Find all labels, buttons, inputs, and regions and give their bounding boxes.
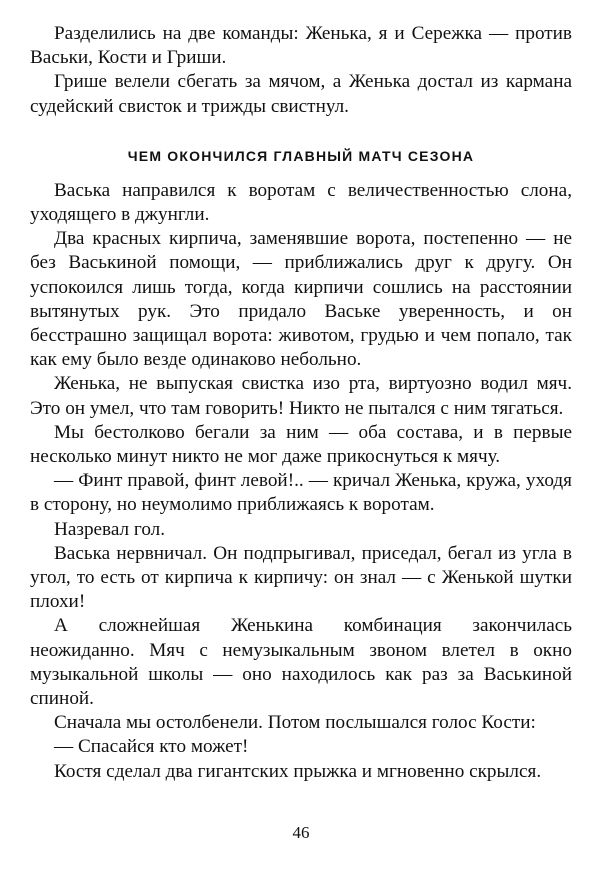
paragraph: Васька нервничал. Он подпрыгивал, приседал, бегал из угла в угол, то есть от кирпича к кирпичу: он знал — с Женькой шутки плохи! <box>30 542 572 613</box>
paragraph: Сначала мы остолбенели. Потом послышался голос Кости: <box>54 712 536 734</box>
dialogue-line: — Спасайся кто может! <box>54 736 249 758</box>
book-page <box>30 22 572 852</box>
paragraph: Женька, не выпуская свистка изо рта, виртуозно водил мяч. Это он умел, что там говорить! Никто не пытался с ним тягаться. <box>30 373 572 419</box>
paragraph: Васька направился к воротам с величественностью слона, уходящего в джунгли. <box>30 179 572 226</box>
paragraph: Костя сделал два гигантских прыжка и мгновенно скрылся. <box>54 760 542 782</box>
page-number: 46 <box>292 823 310 842</box>
chapter-heading: ЧЕМ ОКОНЧИЛСЯ ГЛАВНЫЙ МАТЧ СЕЗОНА <box>127 147 475 164</box>
paragraph: Разделились на две команды: Женька, я и Сережка — против Васьки, Кости и Гриши. <box>30 23 572 69</box>
paragraph: Два красных кирпича, заменявшие ворота, постепенно — не без Васькиной помощи, — приближались друг к другу. Он успокоился лишь тогда, когда кирпичи сошлись на расстоянии вытянутых рук. Это придало Ваське уверенность, и он бесстрашно защищал ворота: животом, грудью и чем попало, так как ему было везде одинаково небольно. <box>30 228 572 371</box>
dialogue-line: — Финт правой, финт левой!.. — кричал Женька, кружа, уходя в сторону, но неумолимо приближаясь к воротам. <box>30 470 572 516</box>
paragraph: Мы бестолково бегали за ним — оба состава, и в первые несколько минут никто не мог даже прикоснуться к мячу. <box>30 421 572 468</box>
paragraph: А сложнейшая Женькина комбинация закончилась неожиданно. Мяч с немузыкальным звоном влетел в окно музыкальной школы — оно находилось как раз за Васькиной спиной. <box>30 615 572 710</box>
paragraph: Грише велели сбегать за мячом, а Женька достал из кармана судейский свисток и трижды свистнул. <box>30 71 572 117</box>
paragraph: Назревал гол. <box>54 518 166 540</box>
